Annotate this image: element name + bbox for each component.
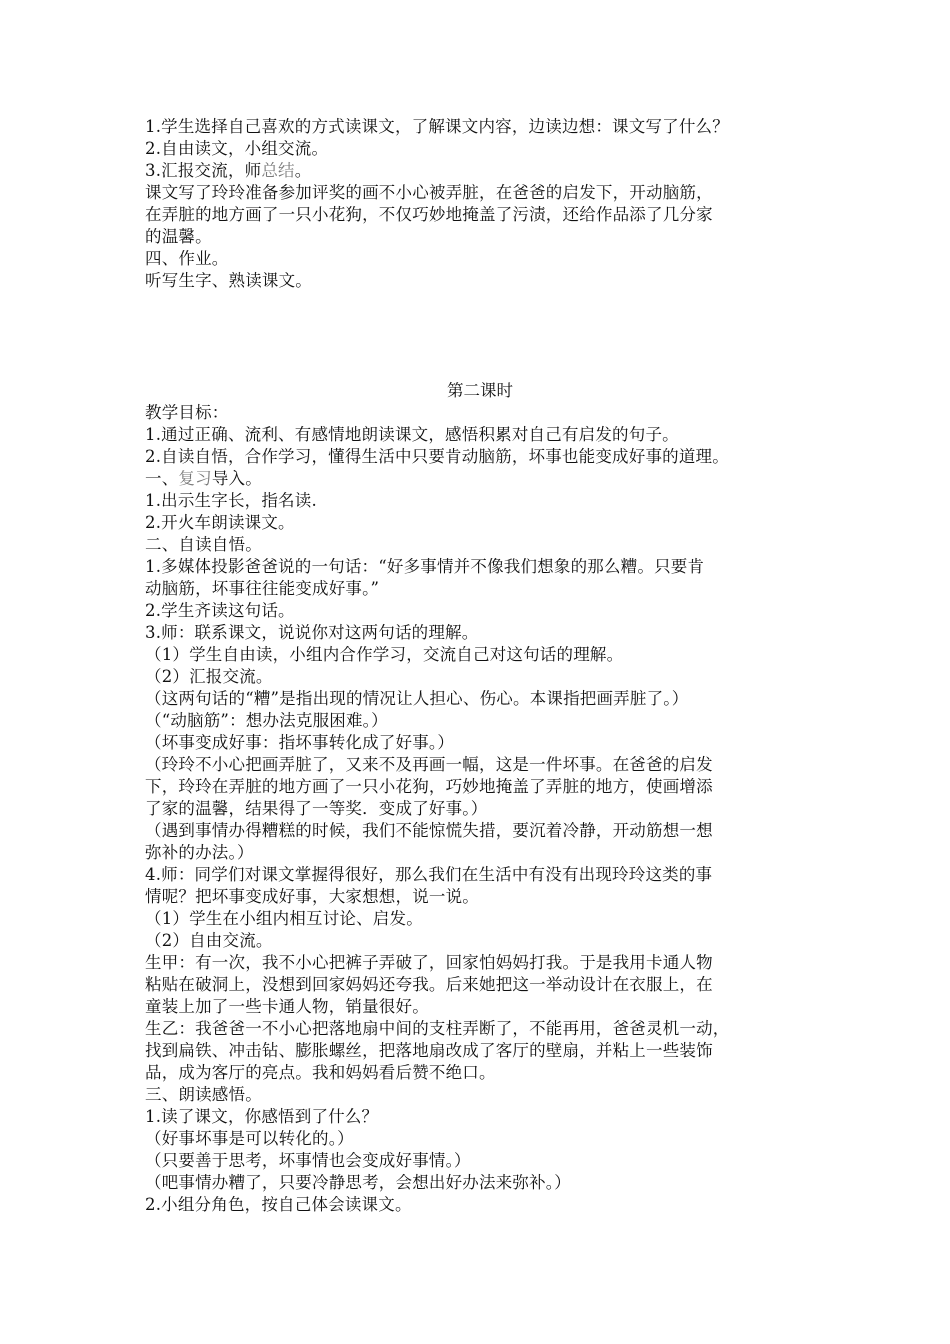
- text-line: 粘贴在破洞上，没想到回家妈妈还夸我。后来她把这一举动设计在衣服上，在: [145, 975, 713, 994]
- text-line: 2.开火车朗读课文。: [145, 513, 295, 532]
- text-line: （这两句话的“糟”是指出现的情况让人担心、伤心。本课指把画弄脏了。）: [145, 689, 689, 708]
- text-line: 动脑筋，坏事往往能变成好事。”: [145, 579, 380, 598]
- text-segment: 。: [294, 161, 312, 180]
- text-line: 1.学生选择自己喜欢的方式读课文，了解课文内容，边读边想：课文写了什么？: [145, 117, 729, 136]
- text-line: 三、朗读感悟。: [145, 1085, 262, 1104]
- text-line: （坏事变成好事：指坏事转化成了好事。）: [145, 733, 455, 752]
- text-line-summary-step: [145, 160, 815, 182]
- text-line: （好事坏事是可以转化的。）: [145, 1129, 354, 1148]
- text-line: （“动脑筋”：想办法克服困难。）: [145, 711, 388, 730]
- text-line: 品，成为客厅的亮点。我和妈妈看后赞不绝口。: [145, 1063, 496, 1082]
- text-line: 4.师：同学们对课文掌握得很好，那么我们在生活中有没有出现玲玲这类的事: [145, 865, 713, 884]
- text-line: 弥补的办法。）: [145, 843, 254, 862]
- text-line: （1）学生在小组内相互讨论、启发。: [145, 909, 423, 928]
- text-line: 3.师：联系课文，说说你对这两句话的理解。: [145, 623, 479, 642]
- text-line: 二、自读自悟。: [145, 535, 262, 554]
- text-line: （2）自由交流。: [145, 931, 273, 950]
- text-line: 情呢？把坏事变成好事，大家想想，说一说。: [145, 887, 479, 906]
- text-line: 了家的温馨，结果得了一等奖．变成了好事。）: [145, 799, 488, 818]
- text-line: 1.读了课文，你感悟到了什么？: [145, 1107, 379, 1126]
- text-line: 1.通过正确、流利、有感情地朗读课文，感悟积累对自己有启发的句子。: [145, 425, 679, 444]
- text-line: 听写生字、熟读课文。: [145, 271, 312, 290]
- text-line: （玲玲不小心把画弄脏了，又来不及再画一幅，这是一件坏事。在爸爸的启发: [145, 755, 713, 774]
- text-line: 2.小组分角色，按自己体会读课文。: [145, 1195, 412, 1214]
- document-page: [145, 116, 815, 1216]
- text-line: 生甲：有一次，我不小心把裤子弄破了，回家怕妈妈打我。于是我用卡通人物: [145, 953, 713, 972]
- lesson-body: [145, 534, 815, 1216]
- text-line: 的温馨。: [145, 227, 212, 246]
- text-line: 在弄脏的地方画了一只小花狗，不仅巧妙地掩盖了污渍，还给作品添了几分家: [145, 205, 713, 224]
- text-line: 童装上加了一些卡通人物，销量很好。: [145, 997, 429, 1016]
- text-line: （2）汇报交流。: [145, 667, 273, 686]
- text-line: 课文写了玲玲准备参加评奖的画不小心被弄脏，在爸爸的启发下，开动脑筋，: [145, 183, 713, 202]
- text-line: 1.多媒体投影爸爸说的一句话：“好多事情并不像我们想象的那么糟。只要肯: [145, 557, 705, 576]
- text-segment: 3.汇报交流，师: [145, 161, 262, 180]
- section-heading: [145, 468, 815, 490]
- text-line: （1）学生自由读，小组内合作学习，交流自己对这句话的理解。: [145, 645, 624, 664]
- highlighted-word: 总结: [261, 161, 295, 180]
- text-line: 2.学生齐读这句话。: [145, 601, 295, 620]
- text-segment: 导入。: [211, 469, 262, 488]
- highlighted-word: 复习: [178, 469, 212, 488]
- section-heading: 教学目标：: [145, 403, 229, 422]
- lesson-title: 第二课时: [447, 381, 513, 400]
- text-line: 生乙：我爸爸一不小心把落地扇中间的支柱弄断了，不能再用，爸爸灵机一动，: [145, 1019, 730, 1038]
- text-line: 下，玲玲在弄脏的地方画了一只小花狗，巧妙地掩盖了弄脏的地方，使画增添: [145, 777, 713, 796]
- text-line: （只要善于思考，坏事情也会变成好事情。）: [145, 1151, 471, 1170]
- text-line: （吧事情办糟了，只要冷静思考，会想出好办法来弥补。）: [145, 1173, 571, 1192]
- text-segment: 一、: [145, 469, 179, 488]
- text-line: 1.出示生字长，指名读.: [145, 491, 317, 510]
- text-line: 找到扁铁、冲击钻、膨胀螺丝，把落地扇改成了客厅的壁扇，并粘上一些装饰: [145, 1041, 713, 1060]
- text-line: 2.自读自悟，合作学习，懂得生活中只要肯动脑筋，坏事也能变成好事的道理。: [145, 447, 729, 466]
- text-line: （遇到事情办得糟糕的时候，我们不能惊慌失措，要沉着冷静，开动筋想一想: [145, 821, 713, 840]
- text-line: 2.自由读文，小组交流。: [145, 139, 329, 158]
- page-gap: [145, 292, 815, 380]
- section-heading: 四、作业。: [145, 249, 229, 268]
